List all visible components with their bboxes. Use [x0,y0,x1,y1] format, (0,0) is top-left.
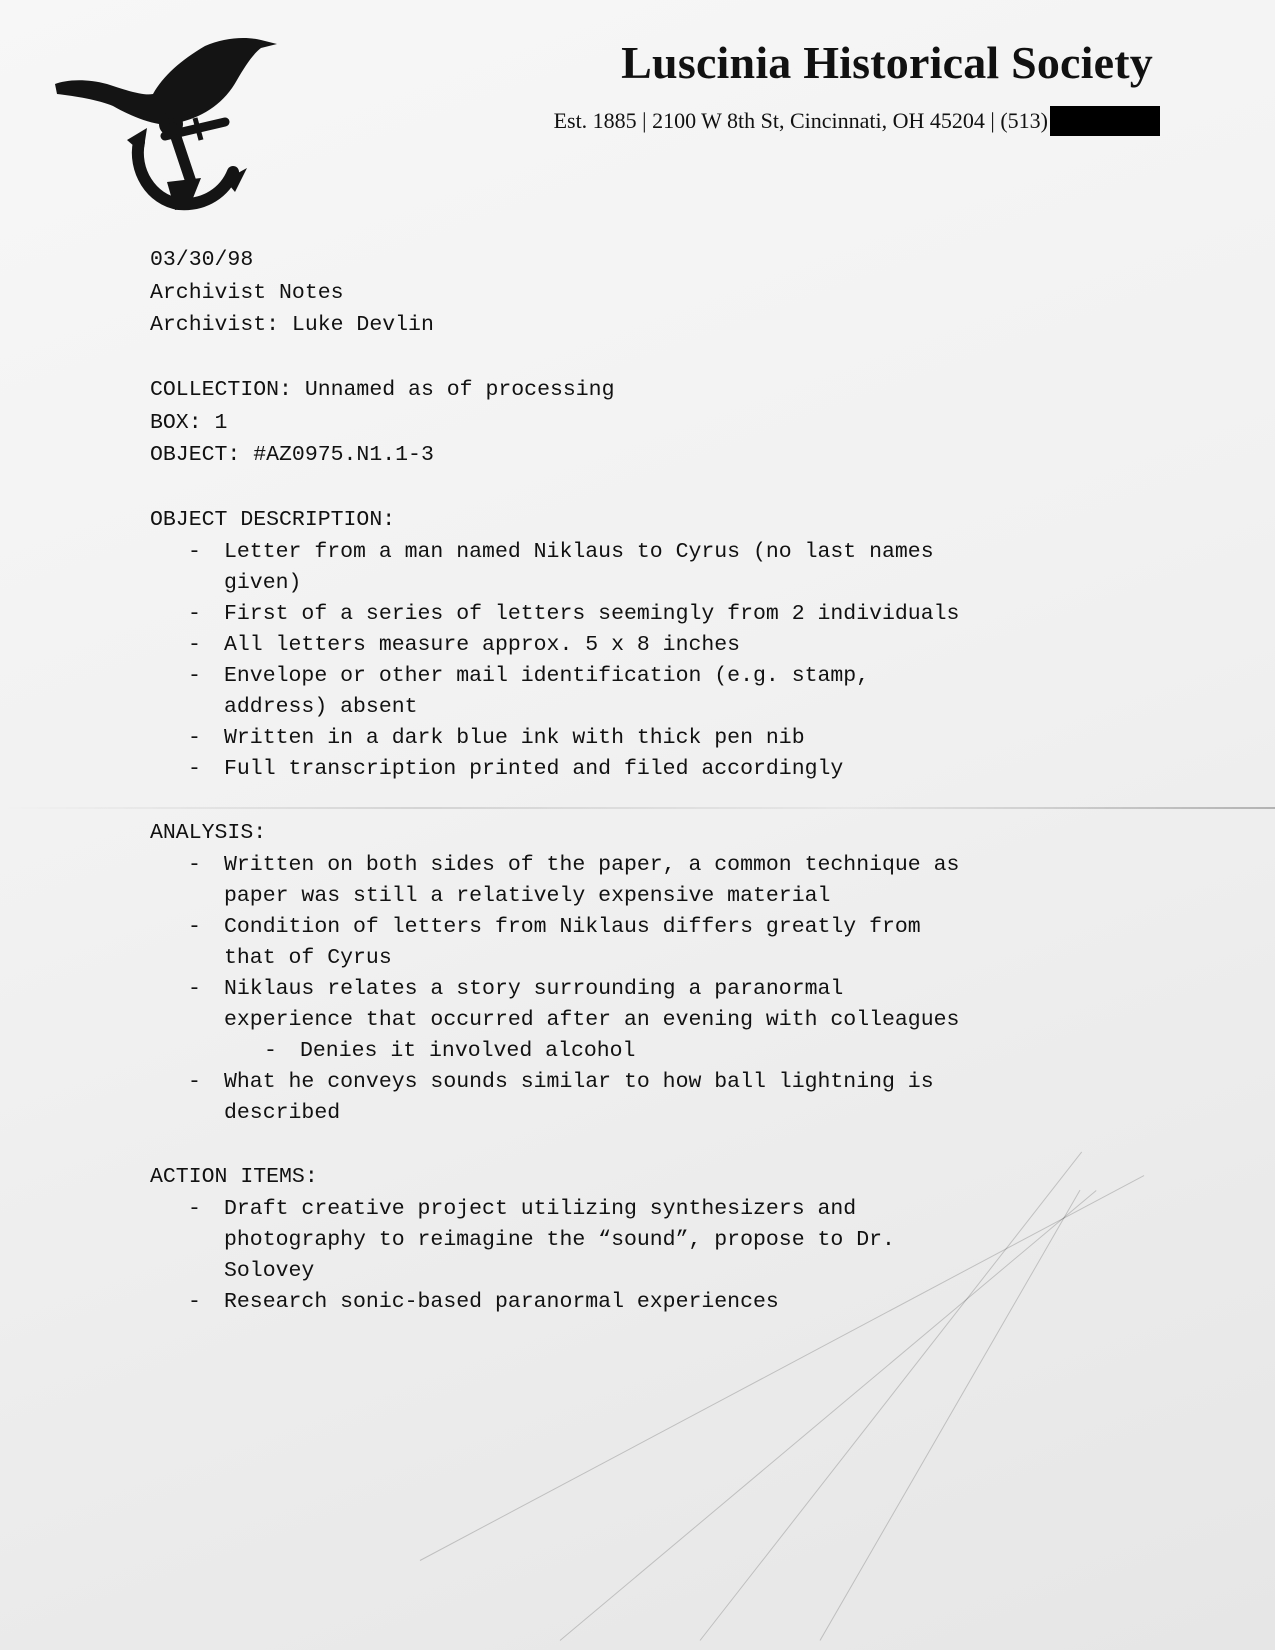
memo-object: OBJECT: #AZ0975.N1.1-3 [150,443,434,467]
list-item: - Research sonic-based paranormal experiences [188,1289,779,1314]
memo-date: 03/30/98 [150,248,254,272]
memo-box: BOX: 1 [150,410,228,435]
memo-archivist: Archivist: Luke Devlin [150,313,434,337]
description-heading: OBJECT DESCRIPTION: [150,508,396,532]
actions-heading: ACTION ITEMS: [150,1165,318,1189]
memo-doc-type: Archivist Notes [150,280,344,305]
list-item: - Condition of letters from Niklaus differs greatly from that of Cyrus [188,914,921,970]
list-item: - First of a series of letters seemingly from 2 individuals [188,601,960,626]
description-list [150,537,980,785]
analysis-list [150,850,980,1129]
list-item: - Full transcription printed and filed accordingly [188,756,844,781]
list-item: - Draft creative project utilizing synthesizers and photography to reimagine the “sound”, propose to Dr. Solovey [188,1196,895,1283]
list-item: - Written in a dark blue ink with thick pen nib [188,725,805,750]
memo-body [150,244,1130,1318]
list-item: - Letter from a man named Niklaus to Cyrus (no last names given) [188,539,934,595]
memo-collection: COLLECTION: Unnamed as of processing [150,378,615,402]
list-item: - Envelope or other mail identification (e.g. stamp, address) absent [188,663,870,719]
list-item: - Niklaus relates a story surrounding a paranormal experience that occurred after an evening with colleagues [188,976,960,1032]
address-text: Est. 1885 | 2100 W 8th St, Cincinnati, OH 45204 | (513) [553,108,1048,133]
actions-list [150,1194,910,1318]
list-item: - Written on both sides of the paper, a common technique as paper was still a relatively expensive material [188,852,960,908]
list-item: - Denies it involved alcohol [264,1038,636,1063]
organization-address [554,106,1160,136]
list-item: - What he conveys sounds similar to how ball lightning is described [188,1069,934,1125]
analysis-heading: ANALYSIS: [150,821,267,845]
organization-title: Luscinia Historical Society [621,37,1153,88]
list-item: - All letters measure approx. 5 x 8 inches [188,632,741,657]
phone-redaction [1050,106,1160,136]
bird-on-anchor-icon [55,32,295,222]
